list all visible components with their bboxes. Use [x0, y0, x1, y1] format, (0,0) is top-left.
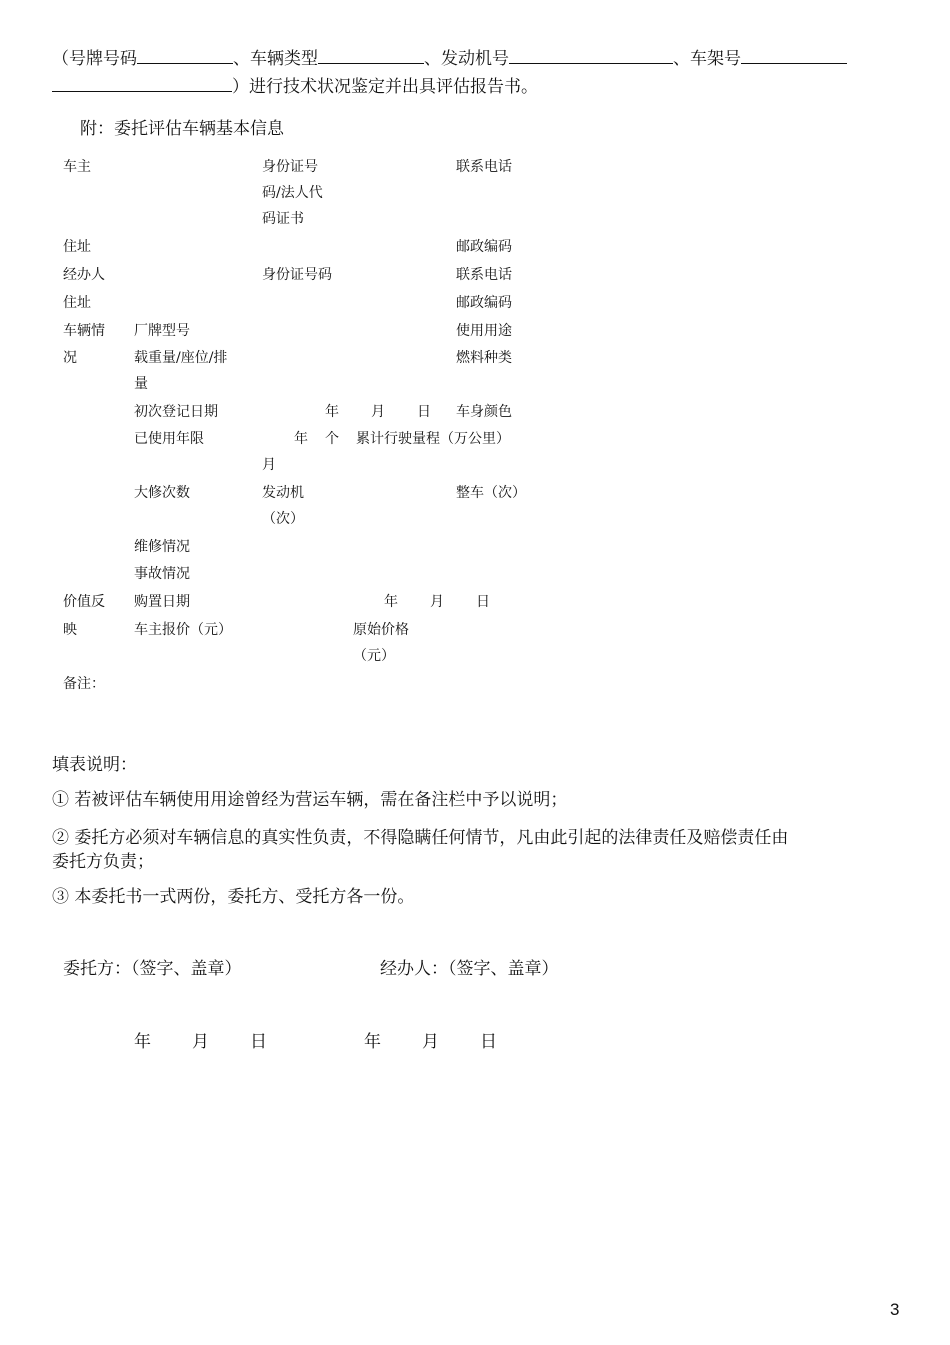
page-number: 3	[890, 1300, 900, 1319]
purchase-date-label: 购置日期	[134, 594, 190, 610]
instructions-title: 填表说明：	[52, 755, 137, 775]
purchase-day: 日	[476, 594, 490, 610]
client-sign-day: 日	[250, 1032, 267, 1052]
engine-overhaul-label-2: （次）	[262, 511, 304, 527]
purchase-year: 年	[384, 594, 398, 610]
agent-label: 经办人	[63, 267, 105, 283]
overhaul-label: 大修次数	[134, 485, 190, 501]
original-price-label-1: 原始价格	[353, 622, 409, 638]
first-reg-day: 日	[417, 404, 431, 420]
instruction-item-1: ① 若被评估车辆使用用途曾经为营运车辆，需在备注栏中予以说明；	[52, 790, 568, 810]
years-used-month: 月	[262, 457, 276, 473]
load-label-2: 量	[134, 376, 148, 392]
frame-blank-cont[interactable]	[52, 77, 232, 92]
fuel-label: 燃料种类	[456, 350, 512, 366]
first-reg-label: 初次登记日期	[134, 404, 218, 420]
plate-label: （号牌号码	[52, 49, 137, 69]
client-sign-year: 年	[134, 1032, 151, 1052]
owner-postcode-label: 邮政编码	[456, 239, 512, 255]
owner-phone-label: 联系电话	[456, 159, 512, 175]
intro-line-2	[52, 72, 538, 97]
client-sign-month: 月	[192, 1032, 209, 1052]
id-number-label-3: 码证书	[262, 211, 304, 227]
frame-label: 、车架号	[673, 49, 741, 69]
id-number-label-1: 身份证号	[262, 159, 318, 175]
brand-model-label: 厂牌型号	[134, 323, 190, 339]
client-signature-label: 委托方：（签字、盖章）	[63, 959, 242, 979]
purchase-month: 月	[430, 594, 444, 610]
agent-phone-label: 联系电话	[456, 267, 512, 283]
years-used-ge: 个	[325, 431, 339, 447]
agent-sign-month: 月	[422, 1032, 439, 1052]
load-label-1: 载重量/座位/排	[134, 350, 228, 366]
agent-id-label: 身份证号码	[262, 267, 332, 283]
vehicle-label-1: 车辆情	[63, 323, 105, 339]
years-used-label: 已使用年限	[134, 431, 204, 447]
first-reg-month: 月	[371, 404, 385, 420]
accident-label: 事故情况	[134, 566, 190, 582]
value-label-1: 价值反	[63, 594, 105, 610]
vehicle-label-2: 况	[63, 350, 77, 366]
id-number-label-2: 码/法人代	[262, 185, 323, 201]
agent-signature-label: 经办人：（签字、盖章）	[380, 959, 559, 979]
agent-postcode-label: 邮政编码	[456, 295, 512, 311]
plate-blank[interactable]	[137, 49, 233, 64]
owner-label: 车主	[63, 159, 91, 175]
owner-address-label: 住址	[63, 239, 91, 255]
years-used-year: 年	[294, 431, 308, 447]
original-price-label-2: （元）	[353, 648, 395, 664]
frame-blank[interactable]	[741, 49, 847, 64]
intro-line-1	[52, 44, 847, 69]
intro-tail: ）进行技术状况鉴定并出具评估报告书。	[232, 77, 538, 97]
agent-address-label: 住址	[63, 295, 91, 311]
instruction-item-2b: 委托方负责；	[52, 852, 154, 872]
first-reg-year: 年	[325, 404, 339, 420]
remarks-label: 备注：	[63, 676, 105, 692]
whole-car-label: 整车（次）	[456, 485, 526, 501]
agent-sign-year: 年	[364, 1032, 381, 1052]
type-blank[interactable]	[318, 49, 424, 64]
attachment-title: 附：委托评估车辆基本信息	[80, 119, 284, 139]
owner-price-label: 车主报价（元）	[134, 622, 232, 638]
instruction-item-3: ③ 本委托书一式两份，委托方、受托方各一份。	[52, 887, 415, 907]
usage-label: 使用用途	[456, 323, 512, 339]
engine-overhaul-label-1: 发动机	[262, 485, 304, 501]
maintenance-label: 维修情况	[134, 539, 190, 555]
mileage-label: 累计行驶量程（万公里）	[356, 431, 510, 447]
type-label: 、车辆类型	[233, 49, 318, 69]
engine-blank[interactable]	[509, 49, 673, 64]
instruction-item-2a: ② 委托方必须对车辆信息的真实性负责，不得隐瞒任何情节，凡由此引起的法律责任及赔偿责任由	[52, 828, 789, 848]
engine-label: 、发动机号	[424, 49, 509, 69]
value-label-2: 映	[63, 622, 77, 638]
body-color-label: 车身颜色	[456, 404, 512, 420]
agent-sign-day: 日	[480, 1032, 497, 1052]
